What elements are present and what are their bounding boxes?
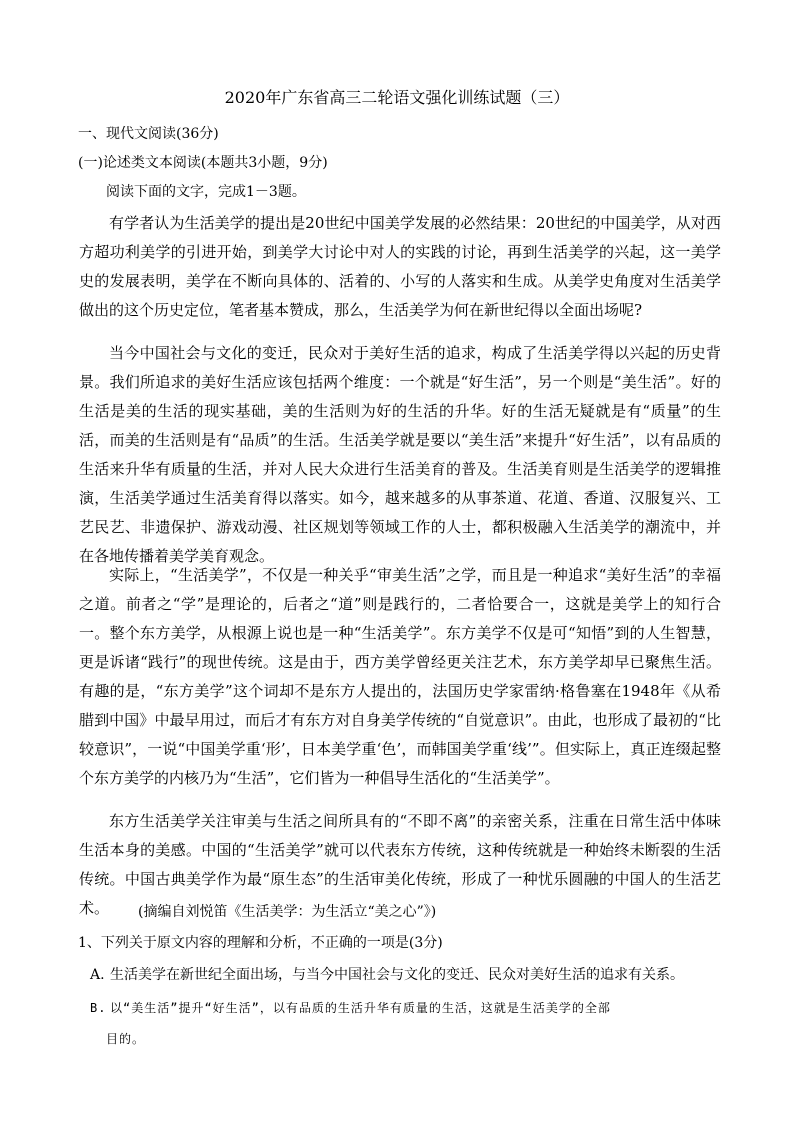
answer-option-b-continuation: 目的。 <box>106 1032 146 1046</box>
option-b-text: 以“美生活”提升“好生活”，以有品质的生活升华有质量的生活，这就是生活美学的全部 <box>110 1001 611 1015</box>
passage-paragraph-4: 东方生活美学关注审美与生活之间所具有的“不即不离”的亲密关系，注重在日常生活中体味生活本身的美感。中国的“生活美学”就可以代表东方传统，这种传统就是一种始终未断裂的生活传统。中国古典美学作为最“原生态”的生活审美化传统，形成了一种忧乐圆融的中国人的生活艺术。 <box>79 812 721 917</box>
passage-paragraph-2: 当今中国社会与文化的变迁，民众对于美好生活的追求，构成了生活美学得以兴起的历史背景。我们所追求的美好生活应该包括两个维度：一个就是“好生活”，另一个则是“美生活”。好的生活是美的生活的现实基础，美的生活则为好的生活的升华。好的生活无疑就是有“质量”的生活，而美的生活则是有“品质”的生活。生活美学就是要以“美生活”来提升“好生活”，以有品质的生活来升华有质量的生活，并对人民大众进行生活美育的普及。生活美育则是生活美学的逻辑推演，生活美学通过生活美育得以落实。如今，越来越多的从事茶道、花道、香道、汉服复兴、工艺民艺、非遗保护、游戏动漫、社区规划等领域工作的人士，都积极融入生活美学的潮流中，并在各地传播着美学美育观念。 <box>79 344 721 565</box>
option-b-label: B. <box>90 1001 107 1015</box>
passage-paragraph-3: 实际上，“生活美学”，不仅是一种关乎“审美生活”之学，而且是一种追求“美好生活”的幸福之道。前者之“学”是理论的，后者之“道”则是践行的，二者恰要合一，这就是美学上的知行合一。整个东方美学，从根源上说也是一种“生活美学”。东方美学不仅是可“知悟”到的人生智慧，更是诉诸“践行”的现世传统。这是由于，西方美学曾经更关注艺术，东方美学却早已聚焦生活。有趣的是，“东方美学”这个词却不是东方人提出的，法国历史学家雷纳·格鲁塞在1948年《从希腊到中国》中最早用过，而后才有东方对自身美学传统的“自觉意识”。由此，也形成了最初的“比较意识”，一说“中国美学重‘形’，日本美学重‘色’，而韩国美学重‘线’”。但实际上，真正连缀起整个东方美学的内核乃为“生活”，它们皆为一种倡导生活化的“生活美学”。 <box>79 566 721 787</box>
reading-instruction: 阅读下面的文字，完成1－3题。 <box>106 184 306 200</box>
answer-option-b <box>90 994 720 1023</box>
question-1: 1、下列关于原文内容的理解和分析，不正确的一项是(3分) <box>78 935 443 951</box>
subsection-heading: (一)论述类文本阅读(本题共3小题，9分) <box>78 155 328 171</box>
document-title: 2020年广东省高三二轮语文强化训练试题（三） <box>224 88 570 107</box>
passage-paragraph-1: 有学者认为生活美学的提出是20世纪中国美学发展的必然结果：20世纪的中国美学，从对西方超功利美学的引进开始，到美学大讨论中对人的实践的讨论，再到生活美学的兴起，这一美学史的发展表明，美学在不断向具体的、活着的、小写的人落实和生成。从美学史角度对生活美学做出的这个历史定位，笔者基本赞成，那么，生活美学为何在新世纪得以全面出场呢? <box>79 214 721 319</box>
option-a-label: A. <box>90 967 105 983</box>
section-heading: 一、现代文阅读(36分) <box>78 126 219 142</box>
answer-option-a <box>90 961 720 990</box>
passage-source: (摘编自刘悦笛《生活美学：为生活立“美之心”》) <box>138 904 437 920</box>
option-a-text: 生活美学在新世纪全面出场，与当今中国社会与文化的变迁、民众对美好生活的追求有关系。 <box>110 967 684 983</box>
